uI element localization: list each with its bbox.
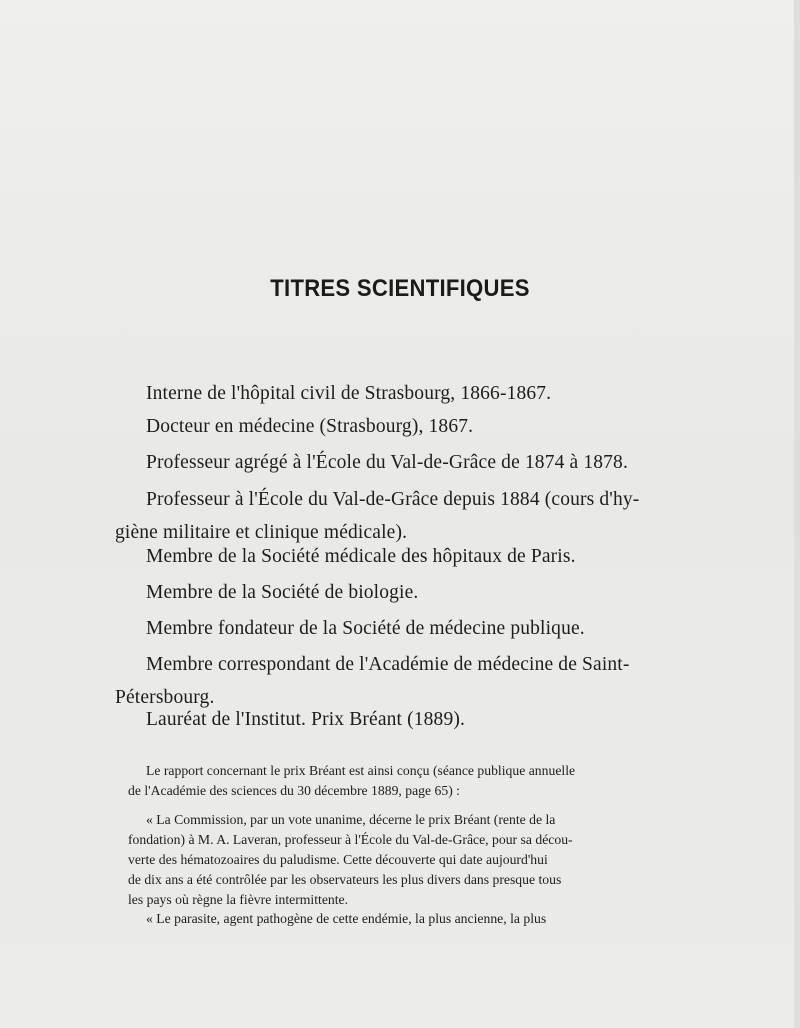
entry-line: Membre de la Société médicale des hôpitaux de Paris. <box>146 546 576 567</box>
quote-paragraph-2 <box>128 909 670 929</box>
entry-line: Membre correspondant de l'Académie de médecine de Saint- <box>146 654 630 675</box>
quote-line: verte des hématozoaires du paludisme. Cette découverte qui date aujourd'hui <box>128 852 548 867</box>
entry-line: Lauréat de l'Institut. Prix Bréant (1889). <box>146 709 466 730</box>
title-entry-2 <box>115 410 670 443</box>
title-entry-6 <box>115 576 670 609</box>
scan-edge <box>794 0 800 1028</box>
quote-paragraph-1 <box>128 810 670 910</box>
entry-line: Membre fondateur de la Société de médecine publique. <box>146 618 585 639</box>
entry-line: Interne de l'hôpital civil de Strasbourg, 1866-1867. <box>146 383 552 404</box>
quote-line: fondation) à M. A. Laveran, professeur à l'École du Val-de-Grâce, pour sa décou- <box>128 832 573 847</box>
quote-line: « Le parasite, agent pathogène de cette endémie, la plus ancienne, la plus <box>146 911 547 926</box>
title-entry-7 <box>115 612 670 645</box>
quote-line: de dix ans a été contrôlée par les observateurs les plus divers dans presque tous <box>128 872 562 887</box>
entry-line: Professeur à l'École du Val-de-Grâce depuis 1884 (cours d'hy- <box>146 489 640 510</box>
quote-line: « La Commission, par un vote unanime, décerne le prix Bréant (rente de la <box>146 812 556 827</box>
entry-line-continuation: giène militaire et clinique médicale). <box>115 522 408 543</box>
report-line: Le rapport concernant le prix Bréant est ainsi conçu (séance publique annuelle <box>146 763 576 778</box>
page-title: TITRES SCIENTIFIQUES <box>270 275 530 303</box>
title-entry-1 <box>115 377 670 410</box>
entry-line-continuation: Pétersbourg. <box>115 687 215 708</box>
entry-line: Professeur agrégé à l'École du Val-de-Grâce de 1874 à 1878. <box>146 452 628 473</box>
quote-line: les pays où règne la fièvre intermittente. <box>128 892 349 907</box>
entry-line: Membre de la Société de biologie. <box>146 582 419 603</box>
title-entry-9 <box>115 703 670 736</box>
report-line: de l'Académie des sciences du 30 décembre 1889, page 65) : <box>128 783 460 798</box>
entry-line: Docteur en médecine (Strasbourg), 1867. <box>146 416 474 437</box>
title-entry-5 <box>115 540 670 573</box>
title-entry-3 <box>115 446 670 479</box>
report-intro <box>128 761 670 801</box>
